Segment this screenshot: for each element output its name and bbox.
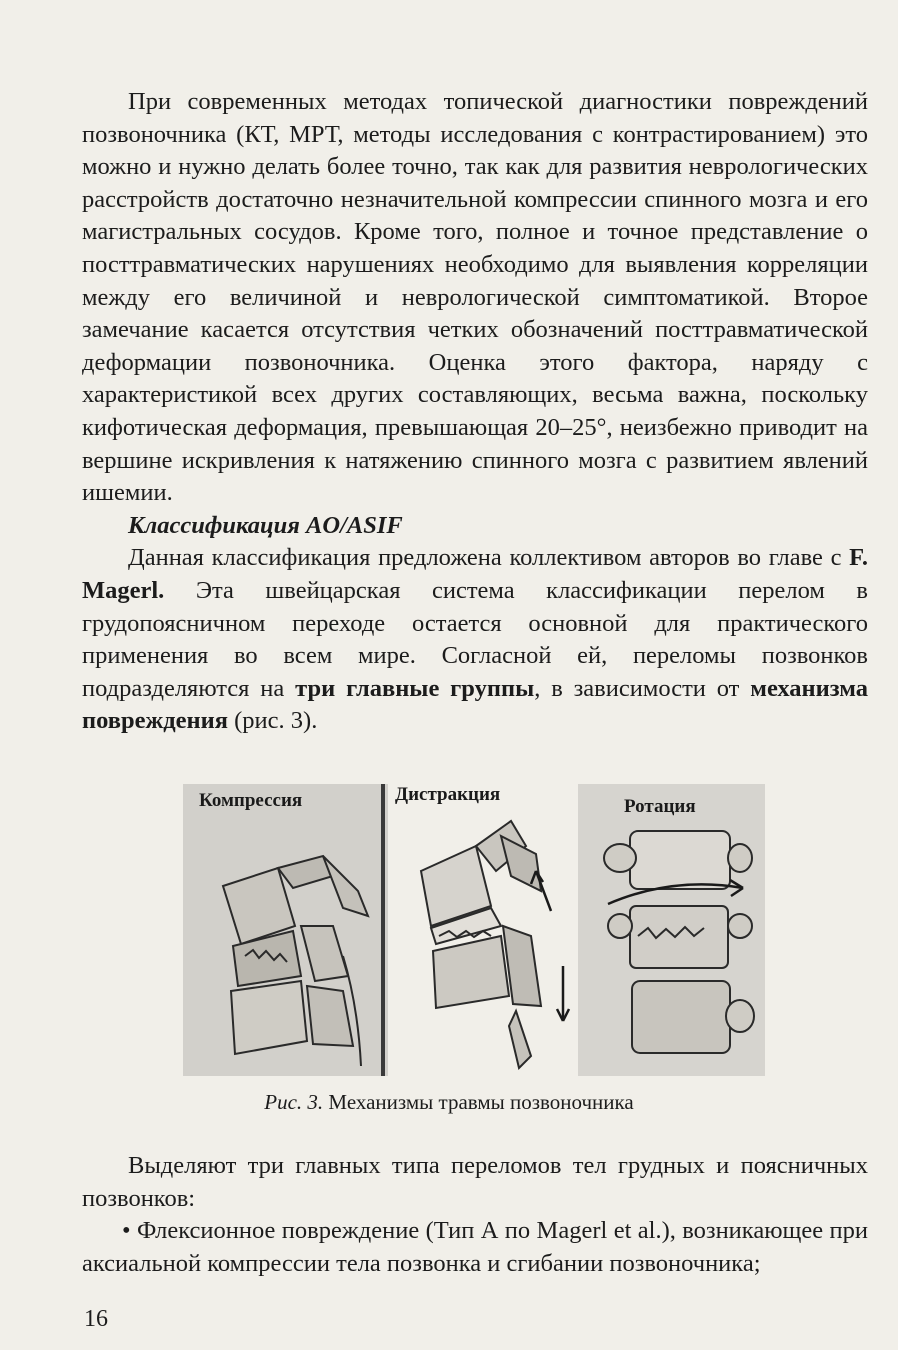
section-heading: Классификация AO/ASIF	[128, 511, 403, 539]
label-distraction: Дистракция	[395, 784, 501, 805]
label-compression: Компрессия	[199, 790, 303, 811]
emphasis-mechanism: механизма повреждения	[82, 674, 869, 735]
compression-panel	[183, 776, 388, 1076]
paragraph-2-text: Данная классификация предложена коллективом авторов во главе с	[128, 544, 850, 572]
main-text	[82, 86, 868, 738]
distraction-illustration	[391, 776, 576, 1076]
compression-illustration	[183, 776, 388, 1076]
caption-text: Механизмы травмы позвоночника	[323, 1090, 634, 1114]
paragraph-2	[82, 542, 868, 738]
paragraph-2-text: , в зависимости от	[534, 674, 751, 702]
label-rotation: Ротация	[624, 796, 696, 817]
caption-number: Рис. 3.	[264, 1090, 324, 1114]
distraction-panel	[391, 776, 576, 1076]
paragraph-2-text: (рис. 3).	[228, 707, 318, 735]
figure-caption	[0, 1090, 898, 1115]
paragraph-3: Выделяют три главных типа переломов тел грудных и поясничных позвонков:	[82, 1152, 868, 1212]
rotation-panel	[578, 776, 765, 1076]
paragraph-1: При современных методах топической диагностики повреждений позвоночника (КТ, МРТ, методы исследования с контрастированием) это можно и нужно делать более точно, так как для развития неврологических расстройств достаточно незначительной компрессии спинного мозга и его магистральных сосудов. Кроме того, полное и точное представление о посттравматических нарушениях необходимо для выявления корреляции между его величиной и неврологической симптоматикой. Второе замечание касается отсутствия четких обозначений посттравматической деформации позвоночника. Оценка этого фактора, наряду с характеристикой всех других составляющих, весьма важна, поскольку кифотическая деформация, превышающая 20–25°, неизбежно приводит на вершине искривления к натяжению спинного мозга с развитием явлений ишемии.	[82, 88, 868, 507]
rotation-illustration	[578, 776, 765, 1076]
paragraph-2-text: Эта швейцарская система классификации перелом в грудопоясничном переходе остается основной для практического применения во всем мире. Согласной ей, переломы позвонков подразделяются на	[82, 576, 868, 702]
page-number: 16	[84, 1306, 108, 1332]
emphasis-groups: три главные группы	[295, 674, 535, 702]
author-name: F. Magerl.	[82, 544, 868, 604]
secondary-text	[82, 1150, 868, 1280]
figure-3	[183, 776, 765, 1076]
bullet-flexion: • Флексионное повреждение (Тип А по Magerl et al.), возникающее при аксиальной компрессии тела позвонка и сгибании позвоночника;	[82, 1217, 868, 1277]
